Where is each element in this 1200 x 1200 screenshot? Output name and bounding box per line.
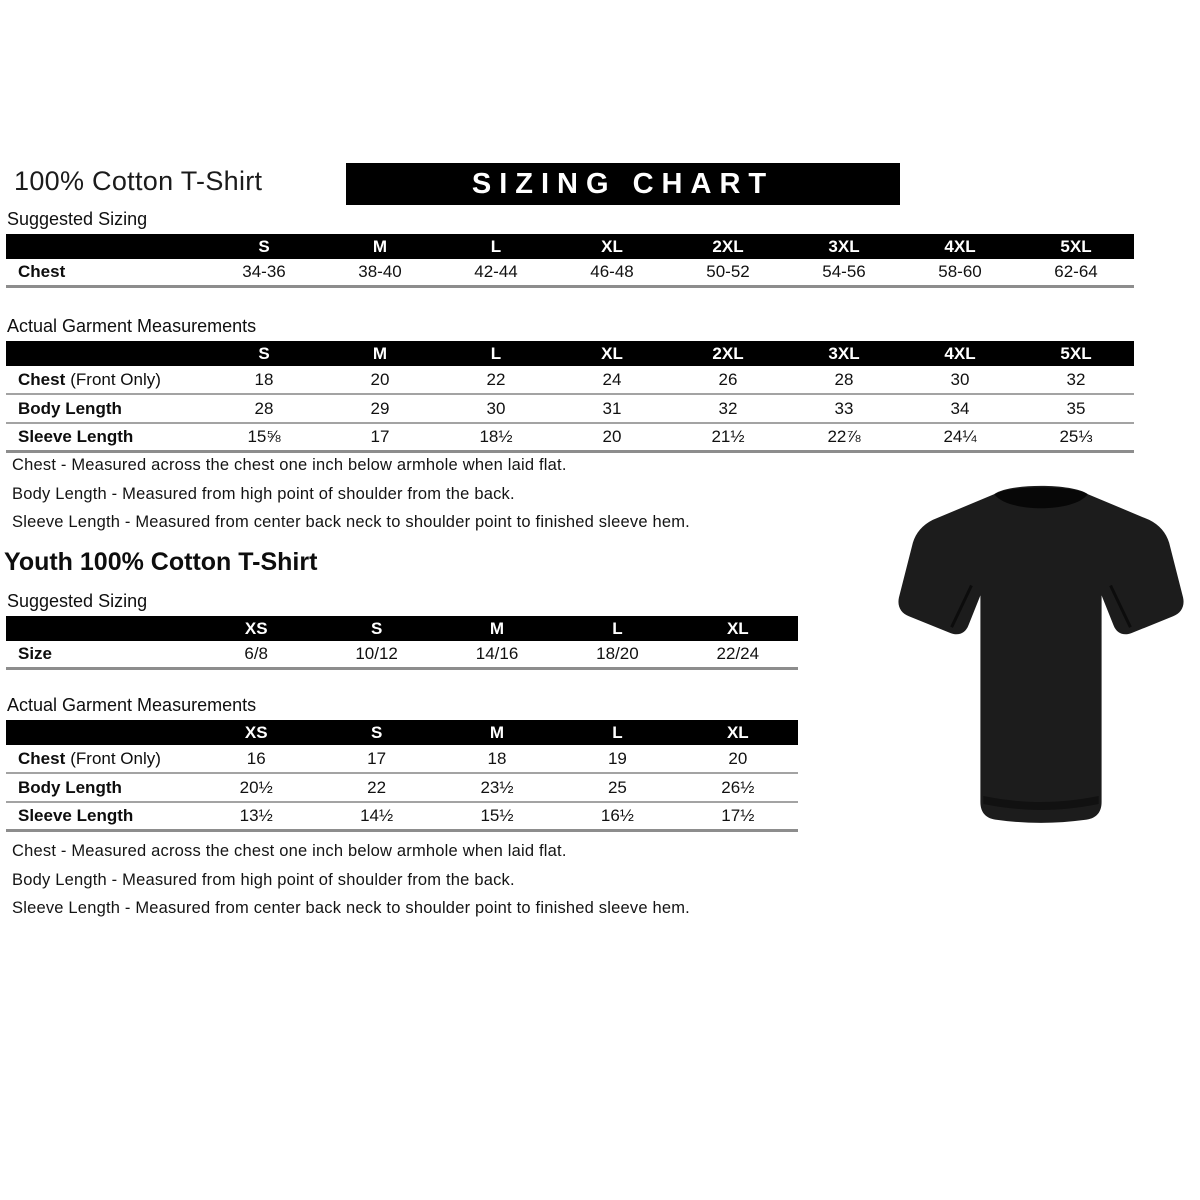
- youth-actual-section: [6, 695, 798, 832]
- tshirt-graphic: [892, 474, 1190, 836]
- cell-value: 14½: [360, 806, 394, 825]
- column-header-l: L: [490, 343, 502, 363]
- column-header-s: S: [258, 343, 270, 363]
- cell-value: 20½: [239, 777, 273, 797]
- cell-value: 25⅓: [1059, 427, 1093, 446]
- cell-value: 46-48: [590, 262, 634, 281]
- actual-measurements-label: Actual Garment Measurements: [7, 695, 257, 715]
- row-label-sub: (Front Only): [70, 748, 161, 768]
- cell-value: 31: [602, 398, 622, 418]
- column-header-2xl: 2XL: [712, 343, 744, 363]
- youth-measurement-notes: [12, 842, 690, 928]
- cell-value: 21½: [711, 427, 745, 446]
- column-header-s: S: [370, 722, 383, 742]
- cell-value: 32: [1066, 369, 1086, 389]
- adult-suggested-table: [6, 234, 1134, 288]
- cell-value: 34-36: [242, 262, 286, 281]
- column-header-l: L: [490, 236, 502, 256]
- note-chest: Chest - Measured across the chest one inch below armhole when laid flat.: [12, 456, 567, 474]
- row-label: [6, 370, 206, 390]
- row-label: Sleeve Length: [18, 427, 134, 446]
- row-label-main: Chest: [18, 748, 66, 768]
- cell-value: 30: [486, 398, 506, 418]
- cell-value: 13½: [239, 806, 273, 825]
- cell-value: 15½: [480, 806, 514, 825]
- table-header-row: [6, 341, 1134, 366]
- cell-value: 35: [1066, 398, 1086, 418]
- cell-value: 18: [487, 748, 507, 768]
- cell-value: 54-56: [822, 262, 866, 281]
- cell-value: 24: [602, 369, 622, 389]
- adult-suggested-section: [6, 209, 1134, 288]
- adult-section-title: 100% Cotton T-Shirt: [14, 166, 263, 196]
- column-header-m: M: [489, 722, 505, 742]
- cell-value: 34: [950, 398, 970, 418]
- cell-value: 17: [370, 427, 390, 446]
- row-label: Chest: [18, 262, 66, 281]
- note-body-length: Body Length - Measured from high point of shoulder from the back.: [12, 870, 515, 889]
- cell-value: 28: [834, 369, 854, 389]
- cell-value: 42-44: [474, 262, 518, 281]
- cell-value: 58-60: [938, 262, 982, 281]
- row-label-sub: (Front Only): [70, 369, 161, 389]
- cell-value: 22: [486, 369, 506, 389]
- note-sleeve-length: Sleeve Length - Measured from center back neck to shoulder point to finished sleeve hem.: [12, 899, 690, 917]
- cell-value: 29: [370, 398, 390, 418]
- cell-value: 32: [718, 398, 738, 418]
- column-header-xs: XS: [244, 722, 268, 742]
- cell-value: 16½: [600, 806, 634, 825]
- row-label: Body Length: [18, 398, 122, 418]
- table-row-sleeve-length: [6, 803, 798, 832]
- column-header-m: M: [489, 618, 505, 638]
- youth-section-title: Youth 100% Cotton T-Shirt: [4, 548, 318, 576]
- cell-value: 20: [728, 748, 748, 768]
- table-row-size: [6, 641, 798, 670]
- cell-value: 38-40: [358, 262, 402, 281]
- cell-value: 6/8: [244, 644, 269, 663]
- actual-measurements-label: Actual Garment Measurements: [7, 316, 257, 336]
- cell-value: 18½: [479, 427, 513, 446]
- cell-value: 23½: [480, 777, 514, 797]
- black-tshirt-image: [892, 474, 1190, 836]
- cell-value: 26: [718, 369, 738, 389]
- table-row-chest: [6, 366, 1134, 395]
- cell-value: 33: [834, 398, 854, 418]
- column-header-m: M: [372, 343, 388, 363]
- cell-value: 24¼: [943, 427, 977, 446]
- note-sleeve-length: Sleeve Length - Measured from center back neck to shoulder point to finished sleeve hem.: [12, 513, 690, 531]
- table-row-body-length: [6, 395, 1134, 424]
- note-chest: Chest - Measured across the chest one inch below armhole when laid flat.: [12, 842, 567, 860]
- cell-value: 20: [370, 369, 390, 389]
- cell-value: 22/24: [716, 644, 760, 663]
- cell-value: 18: [254, 369, 274, 389]
- column-header-4xl: 4XL: [944, 236, 976, 256]
- column-header-xl: XL: [601, 343, 623, 363]
- column-header-xs: XS: [244, 618, 268, 638]
- column-header-5xl: 5XL: [1060, 236, 1092, 256]
- cell-value: 22⅞: [827, 427, 861, 446]
- cell-value: 26½: [721, 777, 755, 797]
- adult-actual-section: [6, 316, 1134, 453]
- column-header-s: S: [258, 236, 270, 256]
- table-row-sleeve-length: [6, 424, 1134, 453]
- youth-suggested-section: [6, 591, 798, 670]
- column-header-3xl: 3XL: [828, 343, 860, 363]
- cell-value: 18/20: [596, 644, 639, 663]
- column-header-3xl: 3XL: [828, 236, 860, 256]
- youth-suggested-table: [6, 616, 798, 670]
- column-header-xl: XL: [726, 618, 749, 638]
- cell-value: 62-64: [1054, 262, 1098, 281]
- column-header-2xl: 2XL: [712, 236, 744, 256]
- column-header-s: S: [370, 618, 383, 638]
- cell-value: 25: [607, 777, 627, 797]
- suggested-sizing-label: Suggested Sizing: [7, 209, 148, 229]
- tshirt-body: [898, 486, 1183, 823]
- cell-value: 20: [602, 427, 622, 446]
- suggested-sizing-label: Suggested Sizing: [7, 591, 148, 611]
- cell-value: 14/16: [475, 644, 519, 663]
- column-header-l: L: [612, 722, 623, 742]
- cell-value: 50-52: [706, 262, 750, 281]
- cell-value: 28: [254, 398, 274, 418]
- cell-value: 19: [607, 748, 627, 768]
- column-header-l: L: [612, 618, 623, 638]
- cell-value: 30: [950, 369, 970, 389]
- sizing-chart-banner-text: SIZING CHART: [471, 167, 775, 200]
- row-label-main: Chest: [18, 369, 66, 389]
- adult-measurement-notes: [12, 456, 690, 542]
- table-header-row: [6, 616, 798, 641]
- row-label: Body Length: [18, 777, 122, 797]
- row-label: Sleeve Length: [18, 806, 134, 825]
- column-header-4xl: 4XL: [944, 343, 976, 363]
- column-header-xl: XL: [601, 236, 623, 256]
- youth-actual-table: [6, 720, 798, 832]
- cell-value: 10/12: [355, 644, 398, 663]
- column-header-xl: XL: [726, 722, 749, 742]
- table-header-row: [6, 234, 1134, 259]
- table-row-chest: [6, 745, 798, 774]
- row-label: [6, 749, 196, 769]
- cell-value: 17: [367, 748, 387, 768]
- sizing-chart-banner: [346, 163, 900, 205]
- column-header-m: M: [372, 236, 388, 256]
- table-row-chest: [6, 259, 1134, 288]
- table-header-row: [6, 720, 798, 745]
- cell-value: 17½: [721, 806, 755, 825]
- cell-value: 15⅝: [247, 427, 281, 446]
- row-label: Size: [18, 644, 53, 663]
- cell-value: 22: [367, 777, 387, 797]
- cell-value: 16: [246, 748, 266, 768]
- column-header-5xl: 5XL: [1060, 343, 1092, 363]
- note-body-length: Body Length - Measured from high point of shoulder from the back.: [12, 484, 515, 503]
- table-row-body-length: [6, 774, 798, 803]
- adult-actual-table: [6, 341, 1134, 453]
